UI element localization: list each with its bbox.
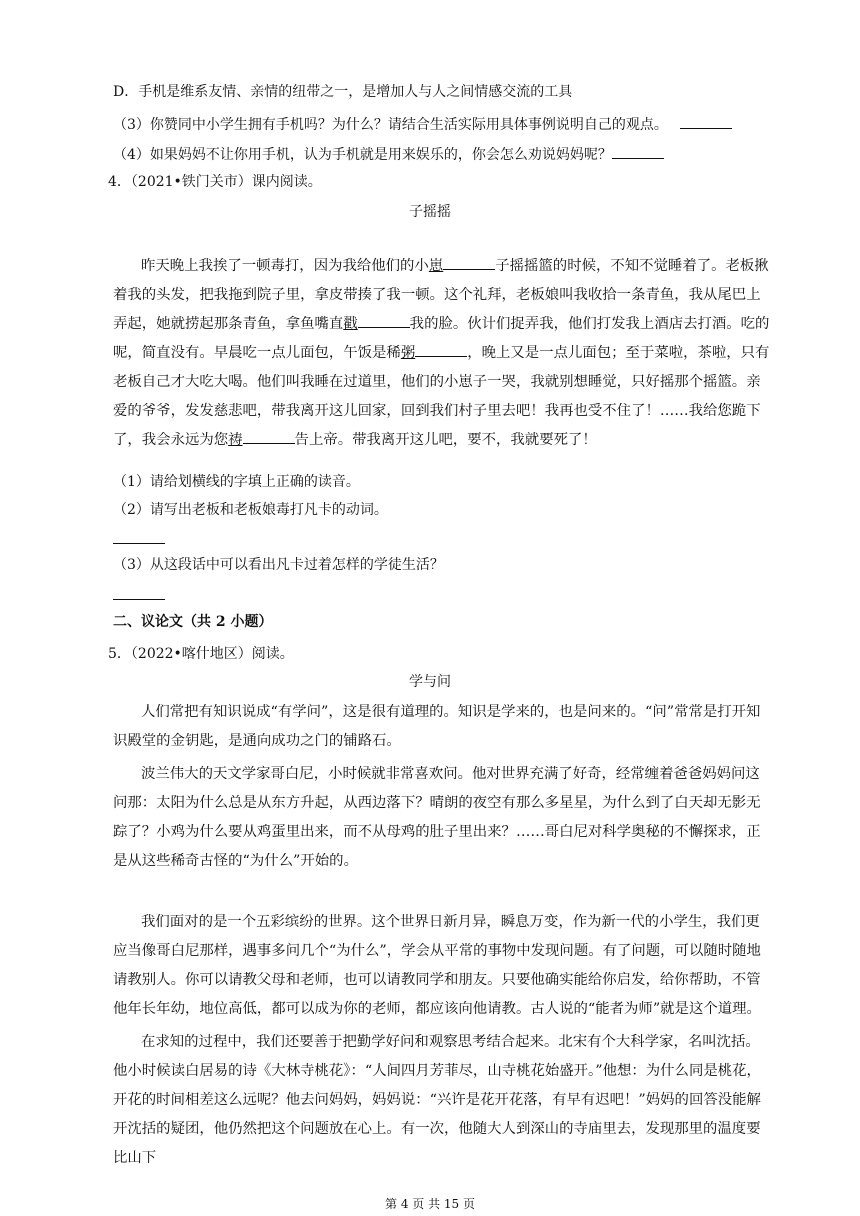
underlined-char: 崽 xyxy=(428,258,444,274)
passage-text: 昨天晚上我挨了一顿毒打，因为我给他们的小 xyxy=(141,258,429,274)
passage-paragraph xyxy=(113,760,773,876)
pinyin-blank[interactable] xyxy=(443,255,495,270)
passage-title: 子摇摇 xyxy=(409,204,451,220)
page-footer: 第 4 页 共 15 页 xyxy=(385,1197,475,1211)
answer-blank[interactable] xyxy=(612,144,664,159)
question-4-sub2: （2）请写出老板和老板娘毒打凡卡的动词。 xyxy=(113,502,388,518)
question-5-header: 5．（2022•喀什地区）阅读。 xyxy=(108,646,294,662)
passage-text: 告上帝。带我离开这儿吧，要不，我就要死了！ xyxy=(294,432,597,448)
passage-paragraph xyxy=(113,908,773,1024)
answer-blank[interactable] xyxy=(113,543,165,544)
passage-text: ，晚上又是一点儿面包；至于菜啦，茶啦，只有老板自己才大吃大喝。他们叫我睡在过道里，他们的小崽子一哭，我就别想睡觉，只好摇那个摇篮。亲爱的爷爷，发发慈悲吧，带我离开这儿回家，回到我们村子里去吧！我再也受不住了！……我给您跪下了，我会永远为您 xyxy=(113,345,770,448)
section-heading: 二、议论文（共 2 小题） xyxy=(113,614,273,630)
option-d: D．手机是维系友情、亲情的纽带之一，是增加人与人之间情感交流的工具 xyxy=(113,84,573,100)
pinyin-blank[interactable] xyxy=(358,313,410,328)
passage-paragraph xyxy=(113,698,773,756)
underlined-char: 祷 xyxy=(228,432,243,448)
passage-paragraph xyxy=(113,252,773,455)
question-3-sub4 xyxy=(113,144,773,165)
passage-text: 子摇摇篮的时候，不知不觉睡着了。老板揪着我的头发，把我拖到院子里，拿皮带揍了我一顿。这个礼拜，老板娘叫我收拾一条青鱼，我从尾巴上弄起，她就捞起那条青鱼，拿鱼嘴直 xyxy=(113,258,769,332)
pinyin-blank[interactable] xyxy=(415,342,467,357)
sub4-text: （4）如果妈妈不让你用手机，认为手机就是用来娱乐的，你会怎么劝说妈妈呢？ xyxy=(113,147,612,163)
underlined-char: 粥 xyxy=(400,345,416,361)
passage-text: 波兰伟大的天文学家哥白尼，小时候就非常喜欢问。他对世界充满了好奇，经常缠着爸爸妈妈问这问那：太阳为什么总是从东方升起，从西边落下？晴朗的夜空有那么多星星，为什么到了白天却无影无踪了？小鸡为什么要从鸡蛋里出来，而不从母鸡的肚子里出来？……哥白尼对科学奥秘的不懈探求，正是从这些稀奇古怪的“为什么”开始的。 xyxy=(113,766,761,869)
passage-paragraph xyxy=(113,1028,773,1173)
answer-blank[interactable] xyxy=(680,114,732,129)
question-4-sub3: （3）从这段话中可以看出凡卡过着怎样的学徒生活？ xyxy=(113,557,444,573)
question-3-sub3 xyxy=(113,114,773,135)
passage-title: 学与问 xyxy=(409,674,451,690)
passage-text: 我的脸。伙计们捉弄我，他们打发我上酒店去打酒。吃的呢，简直没有。早晨吃一点儿面包，午饭是稀 xyxy=(113,316,770,361)
pinyin-blank[interactable] xyxy=(243,429,295,444)
passage-text: 在求知的过程中，我们还要善于把勤学好问和观察思考结合起来。北宋有个大科学家，名叫沈括。他小时候读白居易的诗《大林寺桃花》：“人间四月芳菲尽，山寺桃花始盛开。”他想：为什么同是桃花，开花的时间相差这么远呢？他去问妈妈，妈妈说：“兴许是花开花落，有早有迟吧！”妈妈的回答没能解开沈括的疑团，他仍然把这个问题放在心上。有一次，他随大人到深山的寺庙里去，发现那里的温度要比山下 xyxy=(113,1034,761,1166)
question-4-header: 4．（2021•铁门关市）课内阅读。 xyxy=(108,174,322,190)
passage-text: 我们面对的是一个五彩缤纷的世界。这个世界日新月异，瞬息万变，作为新一代的小学生，我们更应当像哥白尼那样，遇事多问几个“为什么”，学会从平常的事物中发现问题。有了问题，可以随时随地请教别人。你可以请教父母和老师，也可以请教同学和朋友。只要他确实能给你启发，给你帮助，不管他年长年幼，地位高低，都可以成为你的老师，都应该向他请教。古人说的“能者为师”就是这个道理。 xyxy=(113,914,761,1017)
answer-blank[interactable] xyxy=(113,599,165,600)
sub3-text: （3）你赞同中小学生拥有手机吗？为什么？请结合生活实际用具体事例说明自己的观点。 xyxy=(113,117,668,133)
underlined-char: 戳 xyxy=(343,316,358,332)
question-4-sub1: （1）请给划横线的字填上正确的读音。 xyxy=(113,474,360,490)
passage-text: 人们常把有知识说成“有学问”，这是很有道理的。知识是学来的，也是问来的。“问”常常是打开知识殿堂的金钥匙，是通向成功之门的铺路石。 xyxy=(113,704,761,749)
